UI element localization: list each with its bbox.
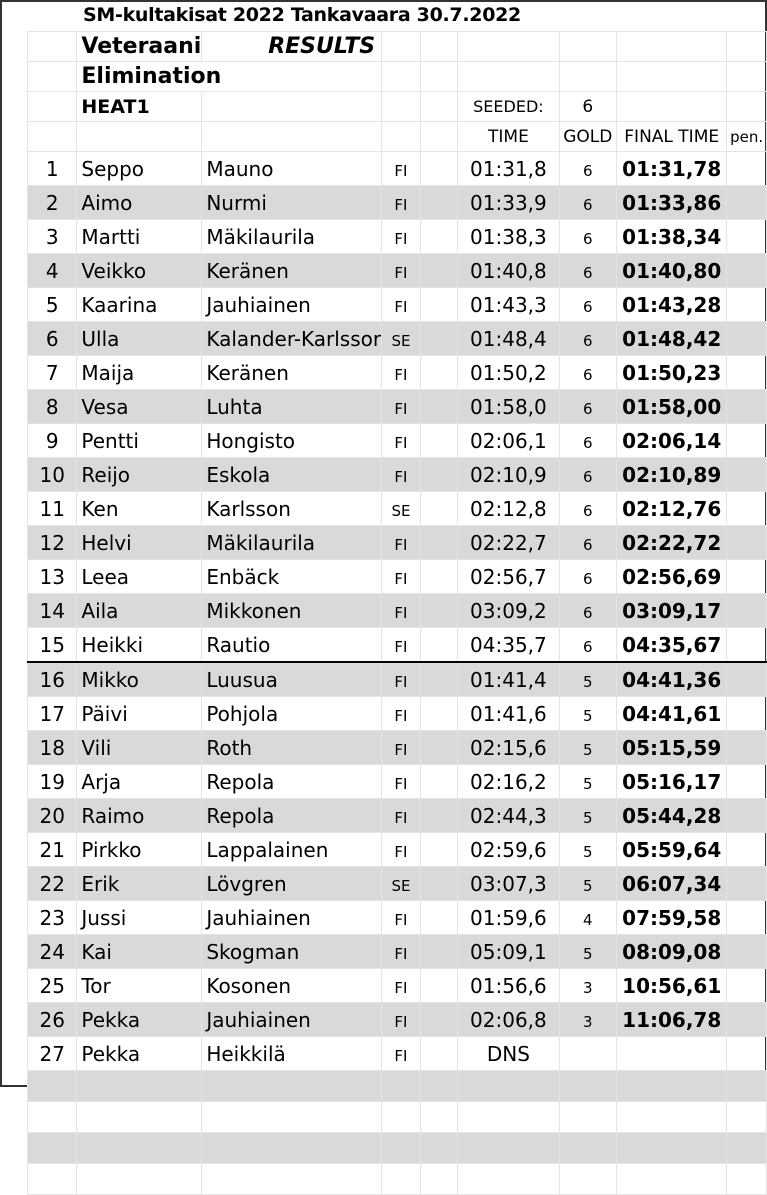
table-row [28, 152, 767, 186]
pen-cell [727, 662, 767, 697]
first-name-cell: Vili [77, 731, 202, 765]
table-row [28, 254, 767, 288]
gold-cell: 6 [559, 526, 616, 560]
pen-cell [727, 697, 767, 731]
empty-cell [420, 867, 457, 901]
last-name-cell: Kalander-Karlssor [202, 322, 382, 356]
table-row [28, 969, 767, 1003]
time-cell: 03:09,2 [458, 594, 559, 628]
rank-cell: 11 [28, 492, 77, 526]
country-cell: FI [382, 901, 421, 935]
last-name-cell: Lövgren [202, 867, 382, 901]
table-row [28, 458, 767, 492]
table-row [28, 867, 767, 901]
time-cell: 02:06,1 [458, 424, 559, 458]
country-cell: FI [382, 594, 421, 628]
time-cell: 01:41,6 [458, 697, 559, 731]
empty-cell [420, 969, 457, 1003]
last-name-cell: Enbäck [202, 560, 382, 594]
empty-cell [420, 1037, 457, 1071]
first-name-cell: Aila [77, 594, 202, 628]
table-row [28, 526, 767, 560]
last-name-cell: Kosonen [202, 969, 382, 1003]
time-cell: 02:16,2 [458, 765, 559, 799]
gold-cell [559, 1037, 616, 1071]
final-time-cell: 02:12,76 [617, 492, 727, 526]
first-name-cell: Tor [77, 969, 202, 1003]
category-label: Veteraani [77, 32, 202, 62]
country-cell: FI [382, 560, 421, 594]
table-row [28, 833, 767, 867]
last-name-cell: Keränen [202, 254, 382, 288]
rank-cell: 17 [28, 697, 77, 731]
rank-cell: 4 [28, 254, 77, 288]
gold-cell: 6 [559, 322, 616, 356]
empty-cell [420, 628, 457, 663]
first-name-cell: Leea [77, 560, 202, 594]
first-name-cell: Aimo [77, 186, 202, 220]
final-time-cell: 06:07,34 [617, 867, 727, 901]
header-row-heat [28, 92, 767, 122]
pen-cell [727, 220, 767, 254]
last-name-cell: Karlsson [202, 492, 382, 526]
empty-cell [420, 458, 457, 492]
table-row [28, 901, 767, 935]
country-cell: FI [382, 526, 421, 560]
empty-cell [420, 901, 457, 935]
time-cell: 01:41,4 [458, 662, 559, 697]
country-cell: FI [382, 628, 421, 663]
header-row-category [28, 32, 767, 62]
time-cell: 02:22,7 [458, 526, 559, 560]
rank-cell: 19 [28, 765, 77, 799]
empty-cell [420, 526, 457, 560]
country-cell: FI [382, 220, 421, 254]
table-row [28, 935, 767, 969]
gold-cell: 5 [559, 799, 616, 833]
time-cell: 05:09,1 [458, 935, 559, 969]
pen-cell [727, 186, 767, 220]
table-row [28, 288, 767, 322]
last-name-cell: Rautio [202, 628, 382, 663]
rank-cell: 23 [28, 901, 77, 935]
country-cell: FI [382, 390, 421, 424]
gold-cell: 5 [559, 697, 616, 731]
first-name-cell: Arja [77, 765, 202, 799]
rank-cell: 22 [28, 867, 77, 901]
gold-cell: 3 [559, 1003, 616, 1037]
last-name-cell: Roth [202, 731, 382, 765]
col-time-header: TIME [458, 122, 559, 152]
gold-cell: 6 [559, 356, 616, 390]
gold-cell: 5 [559, 731, 616, 765]
first-name-cell: Maija [77, 356, 202, 390]
rank-cell: 27 [28, 1037, 77, 1071]
rank-cell: 5 [28, 288, 77, 322]
table-row [28, 560, 767, 594]
table-row [28, 356, 767, 390]
last-name-cell: Jauhiainen [202, 1003, 382, 1037]
rank-cell: 10 [28, 458, 77, 492]
table-row [28, 1003, 767, 1037]
first-name-cell: Pekka [77, 1037, 202, 1071]
final-time-cell: 01:33,86 [617, 186, 727, 220]
time-cell: 01:31,8 [458, 152, 559, 186]
last-name-cell: Hongisto [202, 424, 382, 458]
pen-cell [727, 935, 767, 969]
gold-cell: 6 [559, 254, 616, 288]
final-time-cell: 01:50,23 [617, 356, 727, 390]
first-name-cell: Päivi [77, 697, 202, 731]
empty-cell [420, 1003, 457, 1037]
table-row [28, 662, 767, 697]
empty-cell [420, 322, 457, 356]
final-time-cell: 11:06,78 [617, 1003, 727, 1037]
country-cell: FI [382, 1037, 421, 1071]
table-row [28, 186, 767, 220]
first-name-cell: Veikko [77, 254, 202, 288]
first-name-cell: Helvi [77, 526, 202, 560]
gold-cell: 6 [559, 560, 616, 594]
empty-cell [420, 254, 457, 288]
pen-cell [727, 322, 767, 356]
gold-cell: 6 [559, 594, 616, 628]
gold-cell: 6 [559, 458, 616, 492]
country-cell: FI [382, 662, 421, 697]
first-name-cell: Kai [77, 935, 202, 969]
country-cell: SE [382, 867, 421, 901]
gold-cell: 4 [559, 901, 616, 935]
empty-cell [420, 186, 457, 220]
pen-cell [727, 288, 767, 322]
first-name-cell: Vesa [77, 390, 202, 424]
rank-cell: 21 [28, 833, 77, 867]
pen-cell [727, 492, 767, 526]
pen-cell [727, 152, 767, 186]
last-name-cell: Nurmi [202, 186, 382, 220]
pen-cell [727, 1003, 767, 1037]
empty-cell [420, 390, 457, 424]
country-cell: FI [382, 254, 421, 288]
table-row [28, 424, 767, 458]
rank-cell: 9 [28, 424, 77, 458]
time-cell: 02:59,6 [458, 833, 559, 867]
gold-cell: 6 [559, 390, 616, 424]
time-cell: 02:12,8 [458, 492, 559, 526]
gold-cell: 6 [559, 492, 616, 526]
gold-cell: 6 [559, 152, 616, 186]
empty-row [28, 1102, 767, 1133]
country-cell: FI [382, 1003, 421, 1037]
final-time-cell: 05:15,59 [617, 731, 727, 765]
final-time-cell: 01:38,34 [617, 220, 727, 254]
first-name-cell: Ulla [77, 322, 202, 356]
country-cell: FI [382, 697, 421, 731]
table-row [28, 697, 767, 731]
first-name-cell: Ken [77, 492, 202, 526]
rank-cell: 2 [28, 186, 77, 220]
rank-cell: 6 [28, 322, 77, 356]
final-time-cell: 02:56,69 [617, 560, 727, 594]
empty-row [28, 1164, 767, 1195]
gold-cell: 6 [559, 424, 616, 458]
pen-cell [727, 833, 767, 867]
table-row [28, 1037, 767, 1071]
table-row [28, 628, 767, 663]
table-row [28, 322, 767, 356]
first-name-cell: Pentti [77, 424, 202, 458]
rank-cell: 26 [28, 1003, 77, 1037]
time-cell: 01:50,2 [458, 356, 559, 390]
pen-cell [727, 1037, 767, 1071]
header-row-round [28, 62, 767, 92]
rank-cell: 13 [28, 560, 77, 594]
country-cell: FI [382, 152, 421, 186]
final-time-cell: 02:06,14 [617, 424, 727, 458]
rank-cell: 12 [28, 526, 77, 560]
table-row [28, 220, 767, 254]
empty-cell [420, 560, 457, 594]
rank-cell: 8 [28, 390, 77, 424]
final-time-cell: 02:10,89 [617, 458, 727, 492]
heat-label: HEAT1 [77, 92, 202, 122]
empty-cell [420, 288, 457, 322]
column-header-row [28, 122, 767, 152]
last-name-cell: Mäkilaurila [202, 526, 382, 560]
last-name-cell: Mäkilaurila [202, 220, 382, 254]
last-name-cell: Skogman [202, 935, 382, 969]
last-name-cell: Heikkilä [202, 1037, 382, 1071]
empty-cell [420, 594, 457, 628]
rank-cell: 3 [28, 220, 77, 254]
empty-row [28, 1071, 767, 1102]
time-cell: 01:33,9 [458, 186, 559, 220]
results-table [27, 31, 767, 1195]
empty-cell [420, 492, 457, 526]
last-name-cell: Keränen [202, 356, 382, 390]
final-time-cell: 05:16,17 [617, 765, 727, 799]
pen-cell [727, 799, 767, 833]
country-cell: SE [382, 322, 421, 356]
pen-cell [727, 628, 767, 663]
time-cell: 01:58,0 [458, 390, 559, 424]
country-cell: FI [382, 969, 421, 1003]
final-time-cell: 01:58,00 [617, 390, 727, 424]
pen-cell [727, 526, 767, 560]
gold-cell: 5 [559, 867, 616, 901]
page-title: SM-kultakisat 2022 Tankavaara 30.7.2022 [83, 4, 521, 26]
country-cell: SE [382, 492, 421, 526]
empty-cell [420, 424, 457, 458]
seeded-label: SEEDED: [458, 92, 559, 122]
final-time-cell: 04:35,67 [617, 628, 727, 663]
time-cell: 02:15,6 [458, 731, 559, 765]
empty-cell [420, 152, 457, 186]
pen-cell [727, 594, 767, 628]
time-cell: DNS [458, 1037, 559, 1071]
final-time-cell: 10:56,61 [617, 969, 727, 1003]
round-label: Elimination [77, 62, 382, 92]
country-cell: FI [382, 356, 421, 390]
final-time-cell: 04:41,36 [617, 662, 727, 697]
first-name-cell: Jussi [77, 901, 202, 935]
last-name-cell: Mauno [202, 152, 382, 186]
time-cell: 02:10,9 [458, 458, 559, 492]
final-time-cell: 01:48,42 [617, 322, 727, 356]
pen-cell [727, 901, 767, 935]
first-name-cell: Kaarina [77, 288, 202, 322]
country-cell: FI [382, 833, 421, 867]
table-row [28, 799, 767, 833]
gold-cell: 5 [559, 833, 616, 867]
country-cell: FI [382, 935, 421, 969]
empty-cell [420, 356, 457, 390]
time-cell: 01:38,3 [458, 220, 559, 254]
time-cell: 04:35,7 [458, 628, 559, 663]
empty-cell [420, 833, 457, 867]
rank-cell: 14 [28, 594, 77, 628]
final-time-cell: 05:59,64 [617, 833, 727, 867]
final-time-cell: 08:09,08 [617, 935, 727, 969]
rank-cell: 15 [28, 628, 77, 663]
empty-row [28, 1133, 767, 1164]
final-time-cell: 01:43,28 [617, 288, 727, 322]
pen-cell [727, 765, 767, 799]
last-name-cell: Luhta [202, 390, 382, 424]
country-cell: FI [382, 731, 421, 765]
rank-cell: 1 [28, 152, 77, 186]
pen-cell [727, 867, 767, 901]
rank-cell: 16 [28, 662, 77, 697]
rank-cell: 25 [28, 969, 77, 1003]
time-cell: 03:07,3 [458, 867, 559, 901]
empty-cell [420, 799, 457, 833]
table-row [28, 594, 767, 628]
first-name-cell: Raimo [77, 799, 202, 833]
pen-cell [727, 356, 767, 390]
country-cell: FI [382, 765, 421, 799]
final-time-cell: 04:41,61 [617, 697, 727, 731]
country-cell: FI [382, 458, 421, 492]
gold-cell: 6 [559, 186, 616, 220]
first-name-cell: Pirkko [77, 833, 202, 867]
results-label: RESULTS [202, 32, 382, 62]
final-time-cell: 01:40,80 [617, 254, 727, 288]
empty-cell [420, 662, 457, 697]
last-name-cell: Jauhiainen [202, 901, 382, 935]
gold-cell: 6 [559, 220, 616, 254]
pen-cell [727, 731, 767, 765]
final-time-cell: 02:22,72 [617, 526, 727, 560]
time-cell: 01:40,8 [458, 254, 559, 288]
table-row [28, 492, 767, 526]
first-name-cell: Heikki [77, 628, 202, 663]
final-time-cell: 05:44,28 [617, 799, 727, 833]
gold-cell: 3 [559, 969, 616, 1003]
rank-cell: 7 [28, 356, 77, 390]
last-name-cell: Mikkonen [202, 594, 382, 628]
seeded-value: 6 [559, 92, 616, 122]
gold-cell: 5 [559, 662, 616, 697]
country-cell: FI [382, 186, 421, 220]
rank-cell: 24 [28, 935, 77, 969]
time-cell: 02:44,3 [458, 799, 559, 833]
last-name-cell: Repola [202, 765, 382, 799]
gold-cell: 5 [559, 765, 616, 799]
first-name-cell: Martti [77, 220, 202, 254]
time-cell: 01:56,6 [458, 969, 559, 1003]
first-name-cell: Reijo [77, 458, 202, 492]
time-cell: 01:59,6 [458, 901, 559, 935]
pen-cell [727, 458, 767, 492]
last-name-cell: Repola [202, 799, 382, 833]
last-name-cell: Jauhiainen [202, 288, 382, 322]
gold-cell: 6 [559, 628, 616, 663]
pen-cell [727, 560, 767, 594]
empty-cell [420, 765, 457, 799]
country-cell: FI [382, 424, 421, 458]
final-time-cell: 01:31,78 [617, 152, 727, 186]
rank-cell: 18 [28, 731, 77, 765]
time-cell: 02:06,8 [458, 1003, 559, 1037]
table-row [28, 731, 767, 765]
last-name-cell: Pohjola [202, 697, 382, 731]
pen-cell [727, 424, 767, 458]
pen-cell [727, 969, 767, 1003]
final-time-cell [617, 1037, 727, 1071]
final-time-cell: 03:09,17 [617, 594, 727, 628]
pen-cell [727, 390, 767, 424]
col-pen-header: pen. [727, 122, 767, 152]
last-name-cell: Eskola [202, 458, 382, 492]
first-name-cell: Erik [77, 867, 202, 901]
last-name-cell: Luusua [202, 662, 382, 697]
last-name-cell: Lappalainen [202, 833, 382, 867]
first-name-cell: Pekka [77, 1003, 202, 1037]
empty-cell [420, 935, 457, 969]
time-cell: 02:56,7 [458, 560, 559, 594]
country-cell: FI [382, 799, 421, 833]
empty-cell [420, 220, 457, 254]
gold-cell: 5 [559, 935, 616, 969]
empty-cell [420, 697, 457, 731]
first-name-cell: Seppo [77, 152, 202, 186]
table-row [28, 765, 767, 799]
table-row [28, 390, 767, 424]
pen-cell [727, 254, 767, 288]
time-cell: 01:48,4 [458, 322, 559, 356]
col-final-time-header: FINAL TIME [617, 122, 727, 152]
time-cell: 01:43,3 [458, 288, 559, 322]
gold-cell: 6 [559, 288, 616, 322]
empty-cell [420, 731, 457, 765]
first-name-cell: Mikko [77, 662, 202, 697]
rank-cell: 20 [28, 799, 77, 833]
country-cell: FI [382, 288, 421, 322]
final-time-cell: 07:59,58 [617, 901, 727, 935]
col-gold-header: GOLD [559, 122, 616, 152]
